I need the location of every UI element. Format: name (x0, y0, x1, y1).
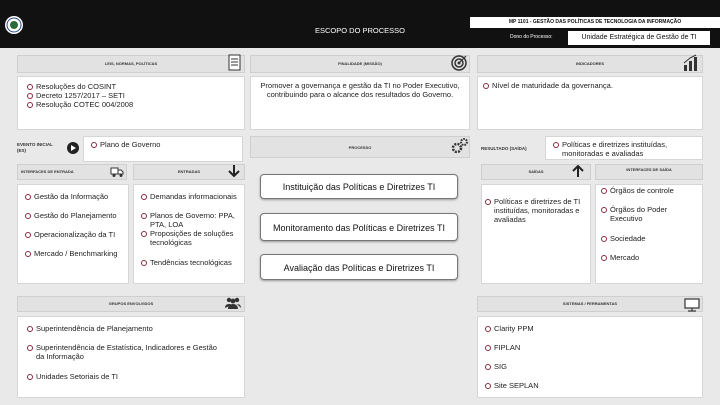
list-item: Plano de Governo (91, 140, 231, 149)
truck-icon (110, 165, 124, 183)
list-item: Site SEPLAN (485, 381, 685, 390)
finalidade-text: Promover a governança e gestão da TI no Poder Executivo, contribuindo para o alcance dos resultados do Governo. (260, 81, 460, 99)
list-item: Planos de Governo: PPA, PTA, LOA (141, 211, 241, 229)
list-item: Políticas e diretrizes instituídas, monitoradas e avaliadas (553, 140, 698, 158)
play-icon (66, 141, 80, 160)
list-item: Mercado / Benchmarking (25, 249, 125, 258)
owner-value: Unidade Estratégica de Gestão de TI (568, 31, 710, 45)
process-step-2: Monitoramento das Políticas e Diretrizes TI (260, 213, 458, 241)
document-icon (226, 54, 242, 77)
list-item: Nível de maturidade da governança. (483, 81, 693, 90)
list-item: SIG (485, 362, 685, 371)
gears-icon (450, 136, 470, 161)
list-item: Órgãos do Poder Executivo (601, 205, 699, 223)
list-item: Demandas informacionais (141, 192, 241, 201)
interfaces-saida-header: INTERFACES DE SAÍDA (595, 164, 703, 180)
logo (5, 16, 23, 34)
list-item: Operacionalização da TI (25, 230, 125, 239)
target-icon (450, 54, 468, 77)
grupos-header: GRUPOS ENVOLVIDOS (17, 296, 245, 312)
list-item: Unidades Setoriais de TI (27, 372, 237, 381)
chart-icon (682, 53, 700, 78)
saidas-header: SAÍDAS (481, 164, 591, 180)
interfaces-entrada-header: INTERFACES DE ENTRADA (17, 164, 127, 180)
monitor-icon (684, 298, 700, 317)
evento-label: EVENTO INICIAL (ES) (17, 142, 53, 153)
sistemas-header: SISTEMAS / FERRAMENTAS (477, 296, 703, 312)
list-item: Superintendência de Planejamento (27, 324, 237, 333)
owner-label: Dono do Processo: (510, 34, 553, 40)
processo-header: PROCESSO (250, 136, 470, 158)
list-item: Órgãos de controle (601, 186, 699, 195)
list-item: Gestão da Informação (25, 192, 125, 201)
list-item: Mercado (601, 253, 699, 262)
finalidade-header: FINALIDADE (MISSÃO) (250, 55, 470, 73)
arrow-up-icon (572, 164, 584, 183)
list-item: Políticas e diretrizes de TI instituídas, monitoradas e avaliadas (485, 197, 585, 224)
list-item: FIPLAN (485, 343, 685, 352)
list-item: Sociedade (601, 234, 699, 243)
people-icon (224, 296, 242, 315)
list-item: Proposições de soluções tecnológicas (141, 229, 241, 247)
indicadores-header: INDICADORES (477, 55, 703, 73)
page-title: ESCOPO DO PROCESSO (314, 26, 406, 35)
process-step-1: Instituição das Políticas e Diretrizes TI (260, 174, 458, 199)
list-item: Gestão do Planejamento (25, 211, 125, 220)
list-item: Tendências tecnológicas (141, 258, 241, 267)
resultado-label: RESULTADO (SAÍDA) (481, 146, 527, 151)
process-step-3: Avaliação das Políticas e Diretrizes TI (260, 254, 458, 280)
macro-title: MP 1101 - GESTÃO DAS POLÍTICAS DE TECNOLOGIA DA INFORMAÇÃO (470, 17, 720, 28)
list-item: Resoluções do COSINT (27, 82, 237, 91)
list-item: Clarity PPM (485, 324, 685, 333)
leis-header: LEIS, NORMAS, POLÍTICAS (17, 55, 245, 73)
list-item: Resolução COTEC 004/2008 (27, 100, 237, 109)
list-item: Superintendência de Estatística, Indicadores e Gestão da Informação (27, 343, 227, 361)
arrow-down-icon (228, 164, 240, 183)
list-item: Decreto 1257/2017 – SETI (27, 91, 237, 100)
entradas-header: ENTRADAS (133, 164, 245, 180)
